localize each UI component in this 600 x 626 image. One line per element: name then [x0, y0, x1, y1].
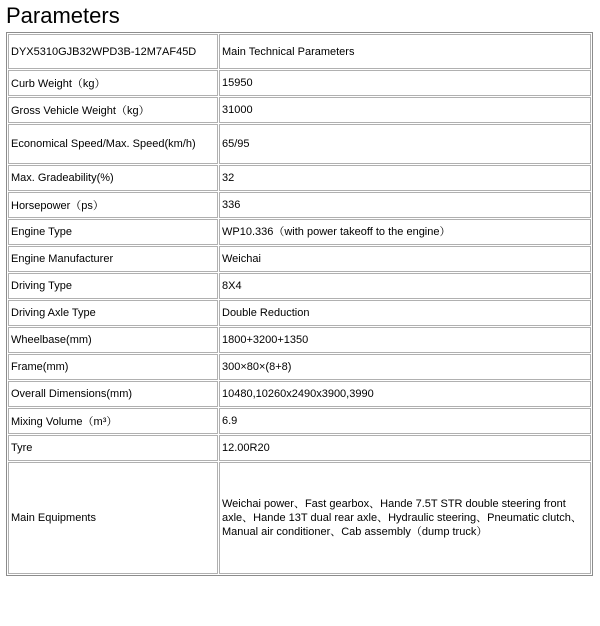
table-row [8, 273, 591, 299]
param-value: 336 [219, 192, 591, 218]
param-label: Engine Manufacturer [8, 246, 218, 272]
param-label: Overall Dimensions(mm) [8, 381, 218, 407]
param-label: Gross Vehicle Weight（kg） [8, 97, 218, 123]
param-label: Main Equipments [8, 462, 218, 574]
table-row [8, 165, 591, 191]
table-row [8, 327, 591, 353]
table-row [8, 300, 591, 326]
table-row [8, 34, 591, 69]
param-value: 15950 [219, 70, 591, 96]
param-label: Driving Type [8, 273, 218, 299]
table-row [8, 408, 591, 434]
param-label: Economical Speed/Max. Speed(km/h) [8, 124, 218, 164]
table-row [8, 124, 591, 164]
param-value: 300×80×(8+8) [219, 354, 591, 380]
table-row [8, 381, 591, 407]
param-value: 31000 [219, 97, 591, 123]
param-value: Weichai [219, 246, 591, 272]
page-title: Parameters [6, 3, 120, 28]
param-value: Double Reduction [219, 300, 591, 326]
param-value: Main Technical Parameters [219, 34, 591, 69]
table-row [8, 354, 591, 380]
param-value: WP10.336（with power takeoff to the engine） [219, 219, 591, 245]
param-value: 6.9 [219, 408, 591, 434]
param-label: Curb Weight（kg） [8, 70, 218, 96]
param-label: Mixing Volume（m³） [8, 408, 218, 434]
table-row [8, 70, 591, 96]
param-label: Engine Type [8, 219, 218, 245]
param-value: 10480,10260x2490x3900,3990 [219, 381, 591, 407]
param-value: 32 [219, 165, 591, 191]
param-label: Frame(mm) [8, 354, 218, 380]
param-value: 8X4 [219, 273, 591, 299]
param-value: 1800+3200+1350 [219, 327, 591, 353]
table-row [8, 246, 591, 272]
table-row [8, 97, 591, 123]
param-value: 65/95 [219, 124, 591, 164]
param-label: Horsepower（ps） [8, 192, 218, 218]
table-row [8, 435, 591, 461]
param-label: Driving Axle Type [8, 300, 218, 326]
param-value: 12.00R20 [219, 435, 591, 461]
table-row [8, 192, 591, 218]
param-label: Max. Gradeability(%) [8, 165, 218, 191]
param-value: Weichai power、Fast gearbox、Hande 7.5T STR double steering front axle、Hande 13T dual rear axle、Hydraulic steering、Pneumatic clutch、Manual air conditioner、Cab assembly（dump truck） [219, 462, 591, 574]
table-row [8, 462, 591, 574]
param-label: DYX5310GJB32WPD3B-12M7AF45D [8, 34, 218, 69]
param-label: Wheelbase(mm) [8, 327, 218, 353]
param-label: Tyre [8, 435, 218, 461]
table-row [8, 219, 591, 245]
parameters-table [6, 32, 593, 576]
